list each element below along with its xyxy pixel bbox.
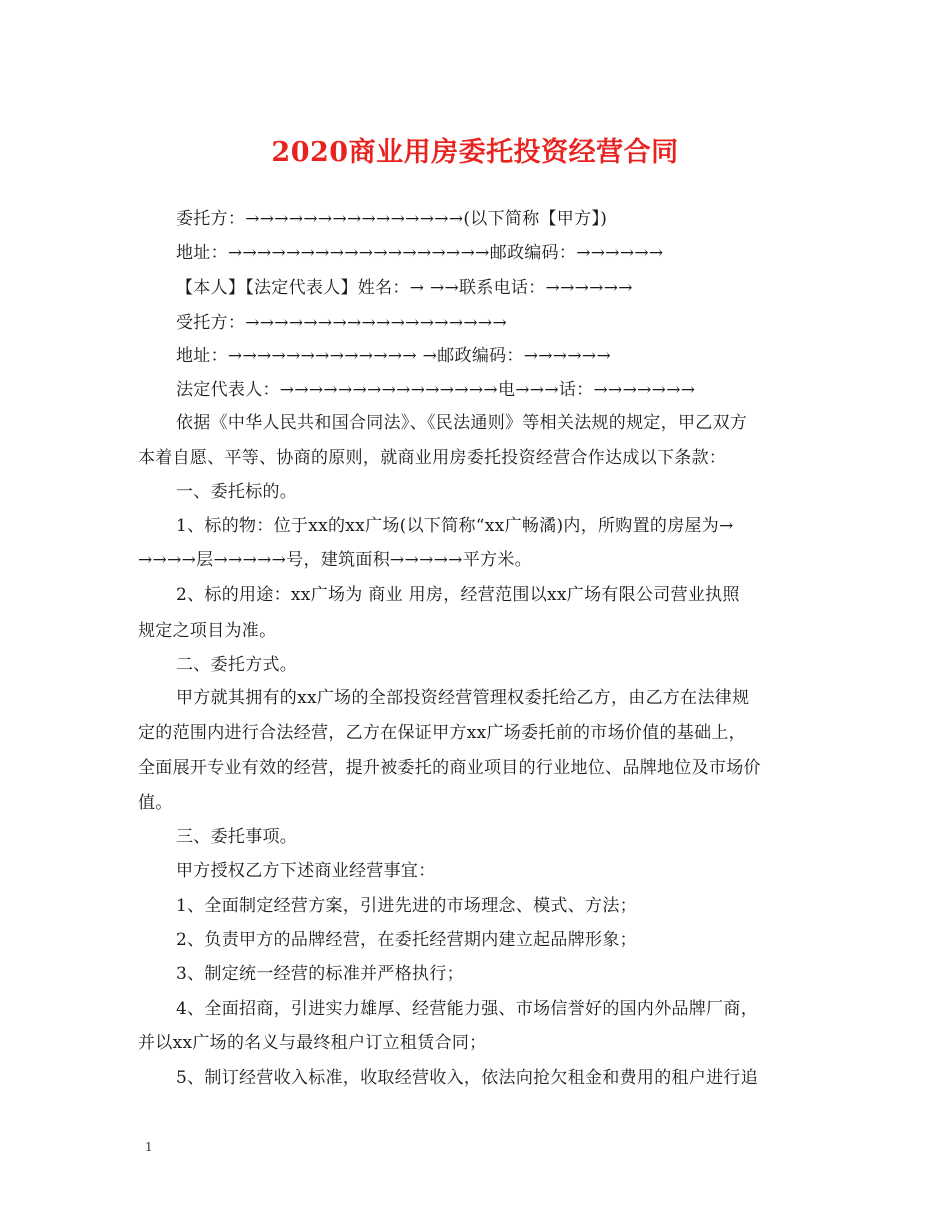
paragraph-line: 2、标的用途：xx广场为 商业 用房，经营范围以xx广场有限公司营业执照	[176, 585, 740, 605]
paragraph-line: 本着自愿、平等、协商的原则，就商业用房委托投资经营合作达成以下条款：	[138, 448, 727, 468]
clause-line: 受托方：→→→→→→→→→→→→→→→→→→	[176, 313, 507, 333]
list-item-continuation: 并以xx广场的名义与最终租户订立租赁合同；	[138, 1033, 487, 1053]
paragraph-line: 全面展开专业有效的经营，提升被委托的商业项目的行业地位、品牌地位及市场价	[138, 758, 761, 778]
page-number: 1	[145, 1140, 153, 1154]
clause-line: 地址：→→→→→→→→→→→→→ →邮政编码：→→→→→→	[176, 346, 611, 366]
clause-line: 法定代表人：→→→→→→→→→→→→→→→电→→→话：→→→→→→→	[176, 380, 696, 400]
paragraph-line: 依据《中华人民共和国合同法》、《民法通则》等相关法规的规定，甲乙双方	[176, 413, 748, 433]
document-title: 2020商业用房委托投资经营合同	[271, 137, 679, 168]
paragraph-line: 值。	[138, 793, 173, 813]
paragraph-line: →→→→层→→→→→号，建筑面积→→→→→平方米。	[138, 550, 532, 570]
list-item: 4、全面招商，引进实力雄厚、经营能力强、市场信誉好的国内外品牌厂商，	[176, 999, 759, 1019]
section-heading: 三、委托事项。	[176, 827, 298, 847]
clause-line: 【本人】【法定代表人】姓名：→ →→联系电话：→→→→→→	[176, 278, 633, 298]
paragraph-line: 甲方授权乙方下述商业经营事宜：	[176, 861, 436, 881]
clause-line: 地址：→→→→→→→→→→→→→→→→→→邮政编码：→→→→→→	[176, 243, 664, 263]
list-item: 2、负责甲方的品牌经营，在委托经营期内建立起品牌形象；	[176, 930, 637, 950]
section-heading: 一、委托标的。	[176, 482, 298, 502]
list-item: 5、制订经营收入标准，收取经营收入，依法向抢欠租金和费用的租户进行追	[176, 1068, 759, 1088]
list-item: 3、制定统一经营的标准并严格执行；	[176, 964, 464, 984]
section-heading: 二、委托方式。	[176, 655, 298, 675]
paragraph-line: 1、标的物：位于xx的xx广场(以下简称“xx广畅潏)内，所购置的房屋为→	[176, 516, 734, 536]
clause-line: 委托方：→→→→→→→→→→→→→→→(以下简称【甲方】)	[176, 209, 608, 229]
paragraph-line: 规定之项目为准。	[138, 621, 277, 641]
paragraph-line: 定的范围内进行合法经营，乙方在保证甲方xx广场委托前的市场价值的基础上，	[138, 723, 746, 743]
paragraph-line: 甲方就其拥有的xx广场的全部投资经营管理权委托给乙方，由乙方在法律规	[176, 688, 750, 708]
list-item: 1、全面制定经营方案，引进先进的市场理念、模式、方法；	[176, 896, 637, 916]
